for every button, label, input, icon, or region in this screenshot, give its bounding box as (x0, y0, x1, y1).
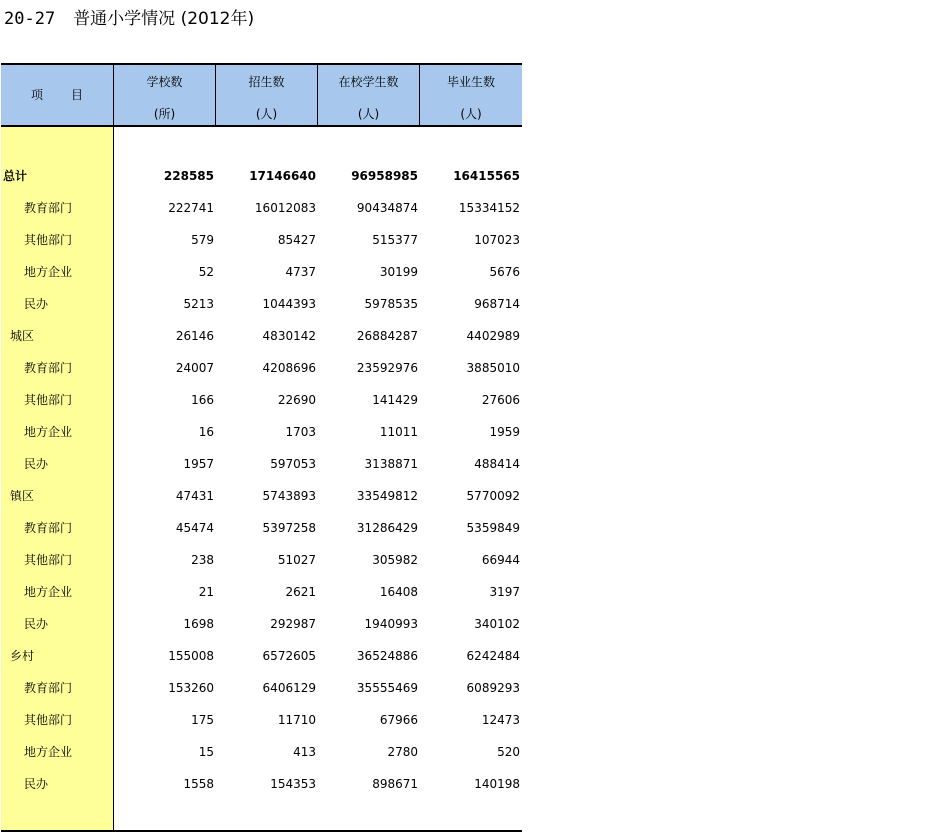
row-value: 968714 (474, 297, 520, 311)
row-value: 16415565 (453, 169, 520, 183)
row-value: 413 (293, 745, 316, 759)
table-row (1, 480, 522, 512)
row-value: 1698 (183, 617, 214, 631)
table-row (1, 576, 522, 608)
row-value: 6406129 (262, 681, 316, 695)
table-row (1, 416, 522, 448)
row-label: 民办 (24, 777, 49, 791)
row-value: 1703 (285, 425, 316, 439)
row-value: 31286429 (356, 521, 418, 535)
row-value: 23592976 (356, 361, 418, 375)
row-label: 民办 (24, 297, 49, 311)
row-value: 26884287 (356, 329, 418, 343)
row-value: 140198 (474, 777, 520, 791)
row-value: 141429 (372, 393, 418, 407)
row-label: 教育部门 (24, 521, 73, 535)
row-value: 26146 (175, 329, 214, 343)
row-value: 11011 (379, 425, 418, 439)
row-value: 1044393 (262, 297, 316, 311)
row-value: 16 (198, 425, 214, 439)
table-row (1, 352, 522, 384)
row-value: 898671 (372, 777, 418, 791)
table-row (1, 672, 522, 704)
row-value: 36524886 (356, 649, 418, 663)
row-label: 乡村 (10, 649, 35, 663)
row-value: 67966 (379, 713, 418, 727)
table-row (1, 256, 522, 288)
row-value: 66944 (481, 553, 520, 567)
row-label: 地方企业 (24, 585, 73, 599)
table-row (1, 320, 522, 352)
row-value: 2780 (387, 745, 418, 759)
row-value: 15 (198, 745, 214, 759)
row-value: 5770092 (466, 489, 520, 503)
row-value: 11710 (277, 713, 316, 727)
row-label: 地方企业 (24, 265, 73, 279)
row-value: 4830142 (262, 329, 316, 343)
row-label: 民办 (24, 457, 49, 471)
row-value: 154353 (270, 777, 316, 791)
column-divider (419, 63, 420, 127)
row-value: 6572605 (262, 649, 316, 663)
row-value: 155008 (168, 649, 214, 663)
row-label: 镇区 (10, 489, 35, 503)
row-label: 教育部门 (24, 201, 73, 215)
table-number: 20-27 (4, 9, 56, 29)
row-value: 1957 (183, 457, 214, 471)
row-value: 5397258 (262, 521, 316, 535)
row-value: 85427 (277, 233, 316, 247)
row-value: 3197 (489, 585, 520, 599)
table-row (1, 544, 522, 576)
row-value: 1940993 (364, 617, 418, 631)
row-value: 30199 (379, 265, 418, 279)
header-students-unit: (人) (357, 107, 380, 121)
row-value: 228585 (163, 169, 214, 183)
row-value: 238 (191, 553, 214, 567)
header-students-name: 在校学生数 (338, 75, 399, 89)
row-label: 地方企业 (24, 745, 73, 759)
row-value: 3885010 (466, 361, 520, 375)
table-row (1, 224, 522, 256)
row-value: 6089293 (466, 681, 520, 695)
row-value: 597053 (270, 457, 316, 471)
row-value: 153260 (168, 681, 214, 695)
row-value: 488414 (474, 457, 520, 471)
header-schools (114, 65, 215, 125)
row-value: 90434874 (356, 201, 418, 215)
header-enrollment-name: 招生数 (248, 75, 285, 89)
row-value: 5743893 (262, 489, 316, 503)
table-row (1, 160, 522, 192)
column-divider (317, 63, 318, 127)
header-item-char-2: 目 (71, 88, 84, 102)
header-graduates-unit: (人) (460, 107, 482, 121)
page-title (4, 6, 254, 32)
row-value: 17146640 (249, 169, 316, 183)
row-value: 6242484 (466, 649, 520, 663)
row-value: 52 (198, 265, 214, 279)
row-value: 45474 (175, 521, 214, 535)
row-value: 27606 (481, 393, 520, 407)
header-students (318, 65, 419, 125)
row-value: 16012083 (254, 201, 316, 215)
row-value: 5359849 (466, 521, 520, 535)
table-row (1, 768, 522, 800)
row-value: 5676 (489, 265, 520, 279)
row-value: 51027 (277, 553, 316, 567)
table-row (1, 704, 522, 736)
row-label: 城区 (10, 329, 35, 343)
row-value: 4737 (285, 265, 316, 279)
table-row (1, 384, 522, 416)
row-value: 292987 (270, 617, 316, 631)
column-divider (215, 63, 216, 127)
row-label: 民办 (24, 617, 49, 631)
row-value: 107023 (474, 233, 520, 247)
row-value: 340102 (474, 617, 520, 631)
row-label: 地方企业 (24, 425, 73, 439)
table-row (1, 512, 522, 544)
row-label: 其他部门 (24, 393, 73, 407)
table-row (1, 608, 522, 640)
table-title: 普通小学情况 (2012年) (73, 9, 255, 29)
row-value: 12473 (481, 713, 520, 727)
table-row (1, 288, 522, 320)
table-row (1, 640, 522, 672)
row-value: 515377 (372, 233, 418, 247)
header-item-char-1: 项 (30, 88, 43, 102)
row-label: 教育部门 (24, 361, 73, 375)
header-schools-name: 学校数 (146, 75, 183, 89)
row-value: 222741 (168, 201, 214, 215)
header-schools-unit: (所) (153, 107, 176, 121)
row-value: 16408 (379, 585, 418, 599)
row-value: 5213 (183, 297, 214, 311)
row-value: 166 (191, 393, 214, 407)
header-enrollment-unit: (人) (255, 107, 278, 121)
row-value: 35555469 (356, 681, 418, 695)
header-graduates-name: 毕业生数 (446, 75, 495, 89)
row-value: 1959 (489, 425, 520, 439)
row-value: 21 (198, 585, 214, 599)
table-header (1, 63, 522, 127)
data-table (1, 63, 522, 832)
row-value: 4208696 (262, 361, 316, 375)
row-value: 4402989 (466, 329, 520, 343)
header-item-cell (1, 65, 113, 125)
row-value: 22690 (277, 393, 316, 407)
row-value: 579 (191, 233, 214, 247)
row-value: 3138871 (364, 457, 418, 471)
table-row (1, 448, 522, 480)
row-value: 96958985 (351, 169, 418, 183)
row-value: 175 (191, 713, 214, 727)
row-value: 15334152 (458, 201, 520, 215)
row-value: 2621 (285, 585, 316, 599)
header-graduates (420, 65, 522, 125)
table-row (1, 736, 522, 768)
row-value: 1558 (183, 777, 214, 791)
row-label: 教育部门 (24, 681, 73, 695)
row-value: 33549812 (356, 489, 418, 503)
row-label: 其他部门 (24, 553, 73, 567)
row-label: 总计 (3, 169, 28, 183)
table-row (1, 192, 522, 224)
table-bottom-border (1, 830, 522, 832)
row-label: 其他部门 (24, 713, 73, 727)
row-label: 其他部门 (24, 233, 73, 247)
row-value: 520 (497, 745, 520, 759)
row-value: 24007 (175, 361, 214, 375)
row-value: 305982 (372, 553, 418, 567)
header-enrollment (216, 65, 317, 125)
row-value: 5978535 (364, 297, 418, 311)
row-value: 47431 (175, 489, 214, 503)
